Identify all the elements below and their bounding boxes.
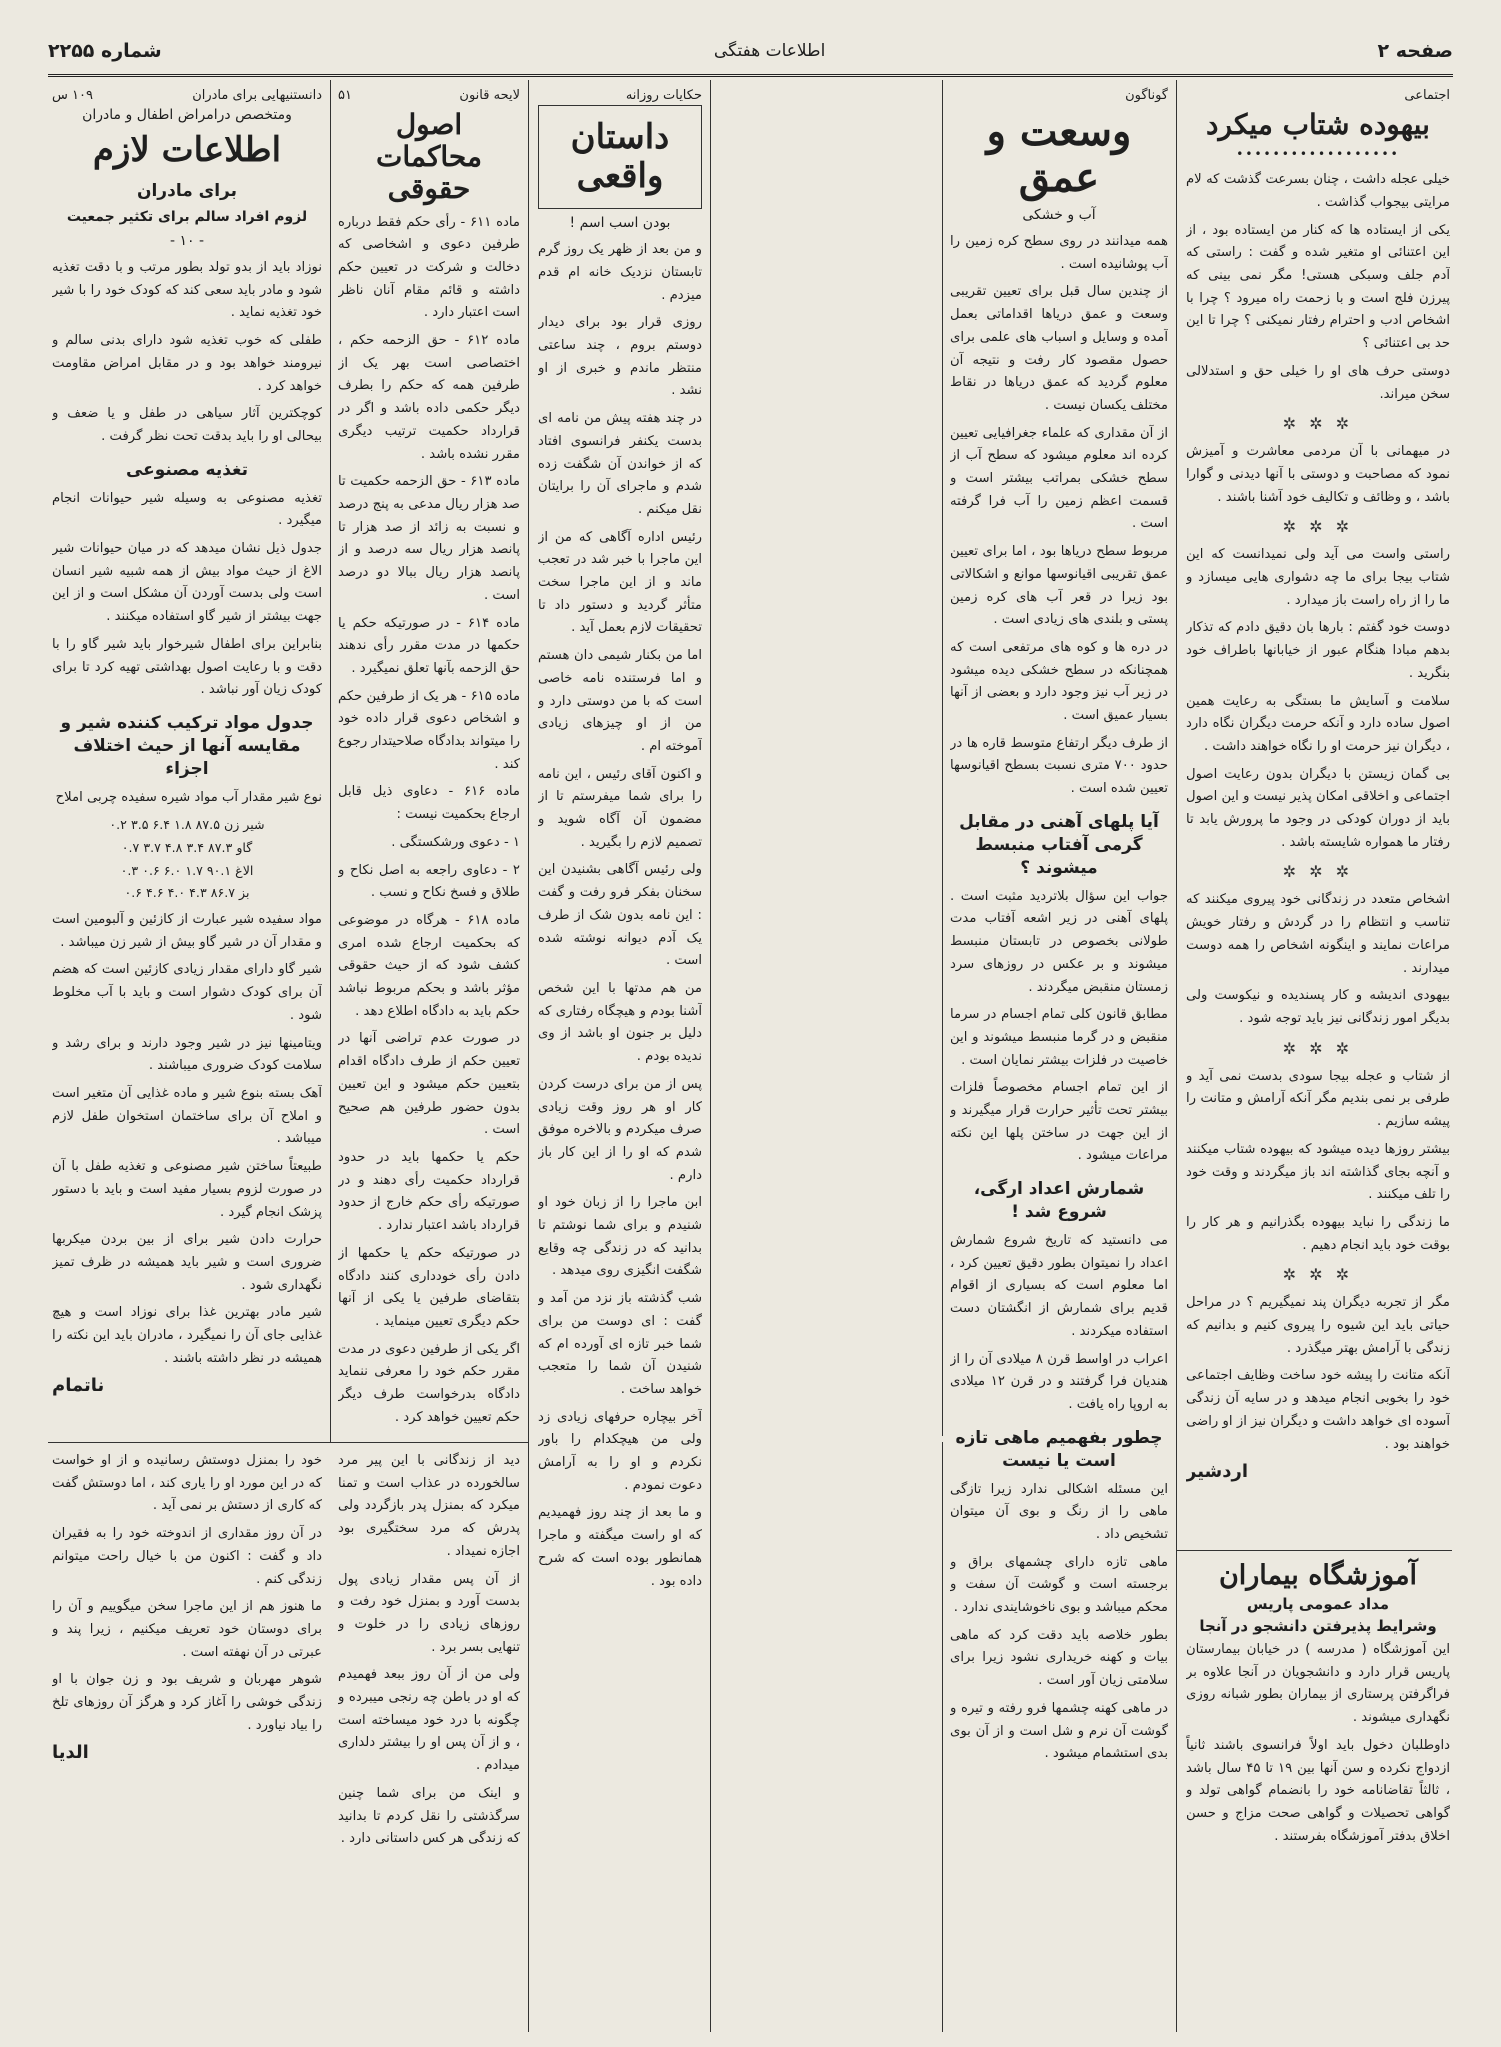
column-miscellaneous	[950, 84, 1168, 2024]
section-kicker: اجتماعی	[1404, 88, 1450, 103]
paragraph: آهک بسته بنوع شیر و ماده غذایی آن متغیر است و املاح آن برای ساختمان استخوان طفل لازم میباشد .	[52, 1085, 322, 1147]
part-number: - ۱۰ -	[169, 233, 205, 250]
section-subhead: تغذیه مصنوعی	[125, 459, 249, 480]
article-headline: بیهوده شتاب میکرد	[1206, 108, 1430, 141]
column-story	[538, 84, 702, 2024]
section-kicker	[338, 88, 520, 103]
paragraph: ماده ۶۱۵ - هر یک از طرفین حکم و اشخاص دعوی قرار داده خود را میتواند بدادگاه صلاحیتدار رجوع کند .	[338, 688, 520, 772]
column-law	[338, 84, 520, 1436]
paragraph: و اکنون آقای رئیس ، این نامه را برای شما میفرستم تا از مضمون آن آگاه شوید و تصمیم لازم را بگیرید .	[538, 766, 702, 850]
paragraph: در آن روز مقداری از اندوخته خود را به فقیران داد و گفت : اکنون من با خیال راحت میتوانم زندگی کنم .	[52, 1526, 322, 1587]
paragraph: حرارت دادن شیر برای از بین بردن میکربها ضروری است و شیر باید همیشه در ظرف تمیز نگهداری شود .	[52, 1232, 322, 1293]
star-divider-icon: ✲ ✲ ✲	[1282, 517, 1354, 537]
paragraph: اشخاص متعدد در زندگانی خود پیروی میکنند که تناسب و انتظام را در گردش و رفتار خویش مراعات نمایند و اینگونه اشخاص را همه دوست میدارند .	[1186, 892, 1450, 976]
column-rule	[710, 1442, 711, 2032]
star-divider-icon: ✲ ✲ ✲	[1282, 862, 1354, 882]
paragraph: ماده ۶۱۶ - دعاوی ذیل قابل ارجاع بحکمیت نیست :	[338, 784, 520, 823]
paragraph: اگر یکی از طرفین دعوی در مدت مقرر حکم خود را معرفی ننماید دادگاه بدرخواست طرف دیگر حکم تعیین خواهد کرد .	[338, 1341, 520, 1425]
table-row: بز ۸۶.۷ ۴.۳ ۴.۰ ۴.۶ ۰.۶	[124, 885, 250, 901]
page-number: صفحه ۲	[1377, 40, 1453, 62]
paragraph	[338, 1434, 520, 1436]
story-continuation-right	[338, 1450, 520, 2030]
paragraph: از آن پس مقدار زیادی پول بدست آورد و بمنزل خود رفت و روزهای زیادی را در خلوت و تنهایی بسر برد .	[338, 1571, 520, 1655]
paragraph: در چند هفته پیش من نامه ای بدست یکنفر فرانسوی افتاد که از خواندن آن شگفت زده شدم و ماجرای آن را برایتان نقل میکنم .	[538, 411, 702, 517]
paragraph: ماده ۶۱۸ - هرگاه در موضوعی که بحکمیت ارجاع شده امری کشف شود که از حیث حقوقی مؤثر باشد و بحکم مربوط نباشد حکم باید به دادگاه اطلاع دهد .	[338, 912, 520, 1019]
paragraph: ما هنوز هم از این ماجرا سخن میگوییم و آن را برای دوستان خود تعریف میکنیم ، زیرا پند و عبرتی در آن نهفته است .	[52, 1599, 322, 1660]
paragraph: جدول ذیل نشان میدهد که در میان حیوانات شیر الاغ از حیث مواد بیش از همه شبیه شیر انسان است ولی بدست آوردن آن مشکل است و از این جهت بیشتر از شیر گاو استفاده میکنند .	[52, 541, 322, 625]
paragraph: دید از زندگانی با این پیر مرد سالخورده در عذاب است و تمنا میکرد که بمنزل پدر بازگردد ولی پدرش که مرد سختگیری بود اجازه نمیداد .	[338, 1453, 520, 1559]
article-intro: بودن اسب اسم !	[569, 215, 671, 232]
section-subhead: برای مادران	[136, 181, 238, 202]
author-signature: الدیا	[52, 1742, 89, 1764]
installment-number: ۵۱	[338, 88, 352, 103]
paragraph: دوستی حرف های او را خیلی حق و استدلالی سخن میراند.	[1186, 363, 1450, 402]
section-subhead: آیا پلهای آهنی در مقابل گرمی آفتاب منبسط میشوند ؟	[959, 811, 1159, 878]
paragraph: بیهودی اندیشه و کار پسندیده و نیکوست ولی بدیگر امور زندگانی نیز باید توجه شود .	[1186, 988, 1450, 1026]
paragraph: از این تمام اجسام مخصوصاً فلزات بیشتر تحت تأثیر حرارت قرار میگیرند و از این جهت در ساختن پلها این نکته مراعات میشود .	[950, 1080, 1168, 1164]
article-headline: آموزشگاه بیماران	[1218, 1560, 1418, 1591]
paragraph: مواد سفیده شیر عبارت از کازئین و آلبومین است و مقدار آن در شیر گاو بیش از شیر زن میباشد .	[52, 912, 322, 950]
section-kicker-label: دانستنیهایی برای مادران	[192, 88, 322, 103]
paragraph: ماده ۶۱۴ - در صورتیکه حکم یا حکمها در مدت مقرر رأی ندهند حق الزحمه بآنها تعلق نمیگیرد .	[338, 615, 520, 676]
paragraph: طبیعتاً ساختن شیر مصنوعی و تغذیه طفل با آن در صورت لزوم بسیار مفید است و باید با دستور پزشک انجام گیرد .	[52, 1159, 322, 1220]
table-header: نوع شیر مقدار آب مواد شیره سفیده چربی املاح	[55, 789, 322, 805]
paragraph: ابن ماجرا را از زبان خود او شنیدم و برای شما نوشتم تا بدانید که در زندگی چه وقایع شگفت انگیزی روی میدهد .	[538, 1195, 702, 1279]
table-row: گاو ۸۷.۳ ۳.۴ ۴.۸ ۳.۷ ۰.۷	[121, 840, 253, 856]
paragraph: از شتاب و عجله بیجا سودی بدست نمی آید و طرفی بر نمی بندیم مگر آنکه آرامش و متانت را پیشه سازیم .	[1186, 1068, 1450, 1130]
paragraph: بطور خلاصه باید دقت کرد که ماهی بیات و کهنه خریداری نشود زیرا برای سلامتی زیان آور است .	[950, 1627, 1168, 1689]
paragraph: در ماهی کهنه چشمها فرو رفته و تیره و گوشت آن نرم و شل است و از آن بوی بدی استشمام میشود .	[950, 1700, 1168, 1762]
article-headline: وسعت و عمق	[986, 108, 1132, 201]
section-subhead: چطور بفهمیم ماهی تازه است یا نیست	[955, 1427, 1163, 1471]
paragraph: ولی من از آن روز ببعد فهمیدم که او در باطن چه رنجی میبرده و چگونه با درد خود میساخته است ، و از آن پس او را بیشتر دلداری میدادم .	[338, 1667, 520, 1774]
paragraph: جواب این سؤال بلاتردید مثبت است . پلهای آهنی در زیر اشعه آفتاب مدت طولانی بخصوص در تابستان منبسط میشوند و بر عکس در روزهای سرد زمستان منقبض میگردند .	[950, 888, 1168, 995]
paragraph: ماهی تازه دارای چشمهای براق و برجسته است و گوشت آن سفت و محکم میباشد و بوی ناخوشایندی ندارد .	[950, 1554, 1168, 1616]
paragraph: از طرف دیگر ارتفاع متوسط قاره ها در حدود ۷۰۰ متری نسبت بسطح اقیانوسها تعیین شده است .	[950, 735, 1168, 797]
paragraph: ماده ۶۱۱ - رأی حکم فقط درباره طرفین دعوی و اشخاصی که دخالت و شرکت در تعیین حکم داشته و قائم مقام آنان ناظر است اعتبار دارد .	[338, 214, 520, 321]
story-continuation-left	[52, 1450, 322, 2030]
paragraph: و اینک من برای شما چنین سرگذشتی را نقل کردم تا بدانید که زندگی هر کس داستانی دارد .	[338, 1785, 520, 1847]
column-rule	[710, 80, 711, 1442]
paragraph: من هم مدتها با این شخص آشنا بودم و هیچگاه رفتاری که دلیل بر جنون او باشد از وی ندیده بودم .	[538, 980, 702, 1065]
paragraph: خیلی عجله داشت ، چنان بسرعت گذشت که لام مرایتی بیجواب گذاشت .	[1186, 172, 1450, 210]
column-social	[1186, 84, 1450, 1546]
masthead	[48, 28, 1453, 77]
paragraph: از آن مقداری که علماء جغرافیایی تعیین کرده اند معلوم میشود که سطح آب از سطح خشکی بمراتب بیشتر است و قسمت اعظم زمین را آب فرا گرفته است .	[950, 425, 1168, 532]
column-rule	[1176, 80, 1177, 2032]
section-kicker: حکایات روزانه	[625, 88, 702, 103]
article-subtitle: وشرایط پذیرفتن دانشجو در آنجا	[1199, 1617, 1437, 1635]
paragraph: اما من بکنار شیمی دان هستم و اما فرستنده نامه خاصی است که با من دوستی دارد و من از او چیزهای زیادی آموخته ام .	[538, 648, 702, 754]
column-rule	[942, 80, 943, 1436]
continued-note: ناتمام	[52, 1375, 105, 1397]
author-signature: اردشیر	[1186, 1461, 1249, 1483]
nursing-school-article	[1186, 1556, 1450, 2030]
paragraph: ما زندگی را نباید بیهوده بگذرانیم و هر کار را بوقت خود باید انجام دهیم .	[1186, 1214, 1450, 1253]
paragraph: ماده ۶۱۳ - حق الزحمه حکمیت تا صد هزار ریال مدعی به پنج درصد و نسبت به زائد از صد هزار تا پانصد هزار ریال سه درصد و از پانصد هزار ریال ببالا دو درصد است .	[338, 474, 520, 603]
paragraph: رئیس اداره آگاهی که من از این ماجرا با خبر شد در تعجب ماند و از این ماجرا سخت متأثر گردید و دستور داد تا تحقیقات لازم بعمل آید .	[538, 529, 702, 636]
paragraph: می دانستید که تاریخ شروع شمارش اعداد را نمیتوان بطور دقیق تعیین کرد ، اما معلوم است که بسیاری از اقوام قدیم برای شمارش از انگشتان دست استفاده میکردند .	[950, 1233, 1168, 1339]
paragraph: ولی رئیس آگاهی بشنیدن این سخنان بفکر فرو رفت و گفت : این نامه بدون شک از طرف یک آدم دیوانه نوشته شده است .	[538, 862, 702, 969]
star-divider-icon: ✲ ✲ ✲	[1282, 1265, 1354, 1285]
paragraph: همه میدانند در روی سطح کره زمین را آب پوشانیده است .	[950, 234, 1168, 272]
paragraph: روزی قرار بود برای دیدار دوستم بروم ، چند ساعتی منتظر ماندم و خبری از او نشد .	[538, 315, 702, 399]
paragraph: آخر بیچاره حرفهای زیادی زد ولی من هیچکدام را باور نکردم و او را به آرامش دعوت نمودم .	[538, 1409, 702, 1493]
column-rule	[330, 80, 331, 1442]
article-headline: اصول محاکمات حقوقی	[375, 108, 482, 206]
paragraph: در صورتیکه حکم یا حکمها از دادن رأی خودداری کنند دادگاه بتقاضای طرفین یا یکی از آنها حکم دیگری تعیین مینماید .	[338, 1245, 520, 1329]
paragraph: تغذیه مصنوعی به وسیله شیر حیوانات انجام میگیرد .	[52, 490, 322, 529]
article-intro: آب و خشکی	[1022, 207, 1096, 223]
paragraph: و من بعد از ظهر یک روز گرم تابستان نزدیک خانه ام قدم میزدم .	[538, 242, 702, 303]
paragraph: از چندین سال قبل برای تعیین تقریبی وسعت و عمق دریاها اقداماتی بعمل آمده و وسایل و اسباب های علمی برای حصول مقصود کار رفت و نتیجه آن معلوم گردید که عمق دریاها در نقاط مختلف یکسان نیست .	[950, 284, 1168, 413]
article-intro: لزوم افراد سالم برای تکثیر جمعیت	[66, 209, 308, 226]
paragraph: این آموزشگاه ( مدرسه ) در خیابان بیمارستان پاریس قرار دارد و دانشجویان در آنجا علاوه بر فراگرفتن پرستاری از بیماران بطور شبانه روزی نگهداری میشوند .	[1186, 1642, 1450, 1726]
paragraph: این مسئله اشکالی ندارد زیرا تازگی ماهی را از رنگ و بوی آن میتوان تشخیص داد .	[950, 1481, 1168, 1542]
paragraph: دوست خود گفتم : بارها بان دقیق دادم که تذکار بدهم مبادا هنگام عبور از خیابانها باطراف خود بنگرید .	[1186, 620, 1450, 681]
paragraph: مربوط سطح دریاها بود ، اما برای تعیین عمق تقریبی اقیانوسها موانع و اشکالاتی بود زیرا در قعر آب های کره زمین پستی و بلندی های زیادی است .	[950, 544, 1168, 628]
table-row: الاغ ۹۰.۱ ۱.۷ ۶.۰ ۰.۶ ۰.۳	[120, 862, 254, 878]
section-subhead: جدول مواد ترکیب کننده شیر و مقایسه آنها از حیث اختلاف اجزاء	[60, 712, 314, 779]
author-credit: ومتخصص درامراض اطفال و مادران	[82, 107, 292, 123]
paragraph: اعراب در اواسط قرن ۸ میلادی آن را از هندیان فرا گرفتند و در قرن ۱۲ میلادی به اروپا راه یافت .	[950, 1351, 1168, 1412]
paragraph: سلامت و آسایش ما بستگی به رعایت همین اصول ساده دارد و آنکه حرمت دیگران نگاه دارد ، دیگران نیز حرمت او را نگاه خواهند داشت .	[1186, 693, 1450, 754]
paragraph: شب گذشته باز نزد من آمد و گفت : ای دوست من برای شما خبر تازه ای آورده ام که شنیدن آن شما را متعجب خواهد ساخت .	[538, 1291, 702, 1397]
milk-composition-table	[52, 814, 322, 905]
paragraph: و ما بعد از چند روز فهمیدیم که او راست میگفته و ماجرا همانطور بوده است که شرح داده بود .	[538, 1505, 702, 1589]
section-subhead: شمارش اعداد ارگی، شروع شد !	[973, 1179, 1145, 1223]
article-headline: اطلاعات لازم	[92, 130, 282, 170]
paragraph: خود را بمنزل دوستش رسانیده و از او خواست که در این مورد او را یاری کند ، اما دوستش گفت که کاری از دستش بر نمی آید .	[52, 1453, 322, 1514]
paragraph: بنابراین برای اطفال شیرخوار باید شیر گاو را با دقت و با رعایت اصول بهداشتی تهیه کرد تا برای کودک زیان آور نباشد .	[52, 636, 322, 698]
paragraph: مگر از تجربه دیگران پند نمیگیریم ؟ در مراحل حیاتی باید این شیوه را پیروی کنیم و بدانیم که زندگی با آرامش بهتر میگذرد .	[1186, 1295, 1450, 1356]
paragraph: نوزاد باید از بدو تولد بطور مرتب و با دقت تغذیه شود و مادر باید سعی کند که کودک خود را با شیر خود تغذیه نماید .	[52, 260, 322, 321]
section-kicker	[52, 88, 322, 103]
installment-number: ۱۰۹ س	[52, 88, 93, 103]
paragraph: بی گمان زیستن با دیگران بدون رعایت اصول اجتماعی و اخلاقی امکان پذیر نیست و این اصول باید از دوران کودکی در وجود ما پرورش یابد تا رفتار ما همواره شایسته باشد .	[1186, 766, 1450, 850]
paragraph: آنکه متانت را پیشه خود ساخت وظایف اجتماعی خود را بخوبی انجام میدهد و در سایه آن زندگی آسوده ای خواهد داشت و دیگران نیز از او راضی خواهند بود .	[1186, 1368, 1450, 1452]
paragraph: راستی واست می آید ولی نمیدانست که این شتاب بیجا برای ما چه دشواری هایی میسازد و ما را از راه راست باز میدارد .	[1186, 547, 1450, 608]
paragraph: طفلی که خوب تغذیه شود دارای بدنی سالم و نیرومند خواهد بود و در مقابل امراض مقاومت خواهد کرد .	[52, 333, 322, 394]
section-kicker: گوناگون	[1125, 88, 1168, 103]
column-mothers	[52, 84, 322, 1436]
paragraph: بیشتر روزها دیده میشود که بیهوده شتاب میکنند و آنچه بجای گذاشته اند باز میگردند و وقت خود را تلف میکنند .	[1186, 1141, 1450, 1203]
paragraph: شیر گاو دارای مقدار زیادی کازئین است که هضم آن برای کودک دشوار است و باید با آب مخلوط شود .	[52, 962, 322, 1023]
table-row: شیر زن ۸۷.۵ ۱.۸ ۶.۴ ۳.۵ ۰.۲	[109, 817, 265, 833]
paragraph: پس از من برای درست کردن کار او هر روز وقت زیادی صرف میکردم و بالاخره موفق شدم که او را از این کار باز دارم .	[538, 1076, 702, 1183]
paragraph: شیر مادر بهترین غذا برای نوزاد است و هیچ غذایی جای آن را نمیگیرد ، مادران باید این نکته را همیشه در نظر داشته باشند .	[52, 1305, 322, 1366]
column-rule	[942, 1442, 943, 2032]
star-divider-icon: ✲ ✲ ✲	[1282, 1038, 1354, 1058]
article-headline: داستان واقعی	[570, 117, 670, 197]
paragraph: ویتامینها نیز در شیر وجود دارند و برای رشد و سلامت کودک ضروری میباشند .	[52, 1035, 322, 1074]
paragraph: در صورت عدم تراضی آنها در تعیین حکم از طرف دادگاه اقدام بتعیین حکم میشود و این تعیین بدون حضور طرفین هم صحیح است .	[338, 1031, 520, 1138]
paper-name: اطلاعات هفتگی	[713, 41, 826, 61]
section-kicker-label: لایحه قانون	[459, 88, 520, 103]
column-rule	[528, 80, 529, 2032]
divider-dots: ••••••••••••••••••	[1236, 147, 1400, 162]
article-subtitle: مداد عمومی پاریس	[1246, 1595, 1390, 1613]
section-rule	[1176, 1550, 1452, 1551]
paragraph: در دره ها و کوه های مرتفعی است که همچنانکه در سطح خشکی دیده میشود در زیر آب نیز وجود دارد و بعضی از آنها بسیار عمیق است .	[950, 639, 1168, 724]
paragraph: داوطلبان دخول باید اولاً فرانسوی باشند ثانیاً ازدواج نکرده و سن آنها بین ۱۹ تا ۴۵ سال باشد ، ثالثاً تقاضانامه خود را بانضمام گواهی تولد و گواهی تحصیلات و گواهی صحت مزاج و حسن اخلاق بدفتر آموزشگاه بفرستند .	[1186, 1737, 1450, 1844]
paragraph: کوچکترین آثار سیاهی در طفل و یا ضعف و بیحالی او را باید بدقت تحت نظر گرفت .	[52, 406, 322, 444]
paragraph: در میهمانی با آن مردمی معاشرت و آمیزش نمود که مصاحبت و دوستی با آنها دیدنی و گوارا باشد ، و وظائف و تکالیف خود آشنا باشند .	[1186, 444, 1450, 505]
section-rule	[48, 1442, 528, 1443]
paragraph: حکم یا حکمها باید در حدود قرارداد حکمیت رأی دهند و در صورتیکه رأی حکم خارج از حدود قرارداد باشد اعتبار ندارد .	[338, 1149, 520, 1234]
paragraph: ۱ - دعوی ورشکستگی .	[391, 834, 520, 850]
paragraph: ۲ - دعاوی راجعه به اصل نکاح و طلاق و فسخ نکاح و نسب .	[338, 862, 520, 901]
paragraph: یکی از ایستاده ها که کنار من ایستاده بود ، از این اعتنائی او متغیر شده و گفت : راستی که آدم جلف وسبکی هستی! مگر نمی بینی که پیرزن فلج است و با زحمت راه میرود ؟ چرا با اشخاص ادب و احترام رفتار نمیکنی ؟ چرا تا این حد بی اعتنائی ؟	[1186, 222, 1450, 352]
paragraph: شوهر مهربان و شریف بود و زن جوان با او زندگی خوشی را آغاز کرد و هرگز آن روزهای تلخ را بیاد نیاورد .	[52, 1672, 322, 1733]
paragraph: مطابق قانون کلی تمام اجسام در سرما منقبض و در گرما منبسط میشوند و این خاصیت در فلزات بیشتر نمایان است .	[950, 1007, 1168, 1068]
star-divider-icon: ✲ ✲ ✲	[1282, 414, 1354, 434]
paragraph: ماده ۶۱۲ - حق الزحمه حکم ، اختصاصی است بهر یک از طرفین همه که حکم را بطرف دیگر حکمی داده باشد و اگر در قرارداد حکمیت ترتیب دیگری مقرر نشده باشد .	[338, 333, 520, 462]
issue-number: شماره ۲۲۵۵	[48, 40, 162, 62]
